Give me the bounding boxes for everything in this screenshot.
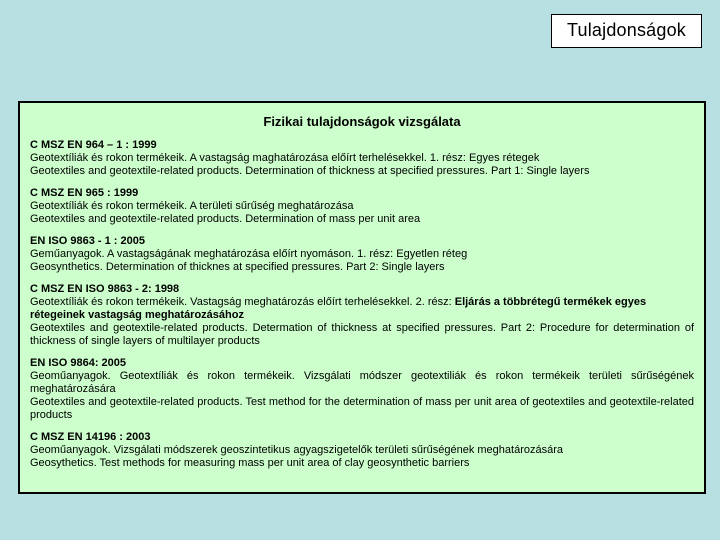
standard-code: C MSZ EN 964 – 1 : 1999 <box>30 139 157 151</box>
standard-title-en: Geotextiles and geotextile-related products. Determation of thickness at specified pressures. Part 2: Procedure for determination of thickness of single layers of multilayer products <box>30 322 694 347</box>
standard-entry <box>30 357 694 422</box>
standard-entry <box>30 283 694 348</box>
panel-heading: Fizikai tulajdonságok vizsgálata <box>263 114 461 129</box>
standard-title-hu: Geoműanyagok. Geotextíliák és rokon termékeik. Vizsgálati módszer geotextiliák és rokon termékeik területi sűrűségének meghatározására <box>30 370 694 395</box>
standard-title-hu-start: Geotextíliák és rokon termékeik. Vastagság meghatározás előírt terhelésekkel. 2. rész: <box>30 296 455 308</box>
slide-title: Tulajdonságok <box>551 14 702 48</box>
standard-title-en: Geotextiles and geotextile-related products. Determination of thickness at specified pressures. Part 1: Single layers <box>30 165 590 177</box>
standard-code: C MSZ EN ISO 9863 - 2: 1998 <box>30 283 180 295</box>
standard-code: EN ISO 9864: 2005 <box>30 357 127 369</box>
standards-panel <box>18 101 706 494</box>
standard-title-hu: Geoműanyagok. Vizsgálati módszerek geoszintetikus agyagszigetelők területi sűrűségének meghatározására <box>30 444 563 456</box>
standard-title-en: Geosythetics. Test methods for measuring mass per unit area of clay geosynthetic barriers <box>30 457 470 469</box>
standard-title-hu-emphasis: Eljárás a többrétegű termékek egyes rétegeinek vastagság meghatározásához <box>30 296 647 321</box>
standard-title-en: Geotextiles and geotextile-related products. Determination of mass per unit area <box>30 213 421 225</box>
standard-title-hu <box>30 296 694 322</box>
standard-title-hu: Geotextíliák és rokon termékeik. A vastagság maghatározása előírt terhelésekkel. 1. rész: Egyes rétegek <box>30 152 540 164</box>
standard-code: C MSZ EN 14196 : 2003 <box>30 431 151 443</box>
standard-title-hu: Geműanyagok. A vastagságának meghatározása előírt nyomáson. 1. rész: Egyetlen réteg <box>30 248 468 260</box>
standard-entry <box>30 431 694 470</box>
standard-entry <box>30 187 694 226</box>
standard-title-hu: Geotextíliák és rokon termékeik. A területi sűrűség meghatározása <box>30 200 354 212</box>
standard-entry <box>30 139 694 178</box>
standard-entry <box>30 235 694 274</box>
standard-title-en: Geotextiles and geotextile-related products. Test method for the determination of mass per unit area of geotextiles and geotextile-related products <box>30 396 694 421</box>
standard-code: EN ISO 9863 - 1 : 2005 <box>30 235 145 247</box>
standard-code: C MSZ EN 965 : 1999 <box>30 187 139 199</box>
standard-title-en: Geosynthetics. Determination of thicknes at specified pressures. Part 2: Single layers <box>30 261 445 273</box>
